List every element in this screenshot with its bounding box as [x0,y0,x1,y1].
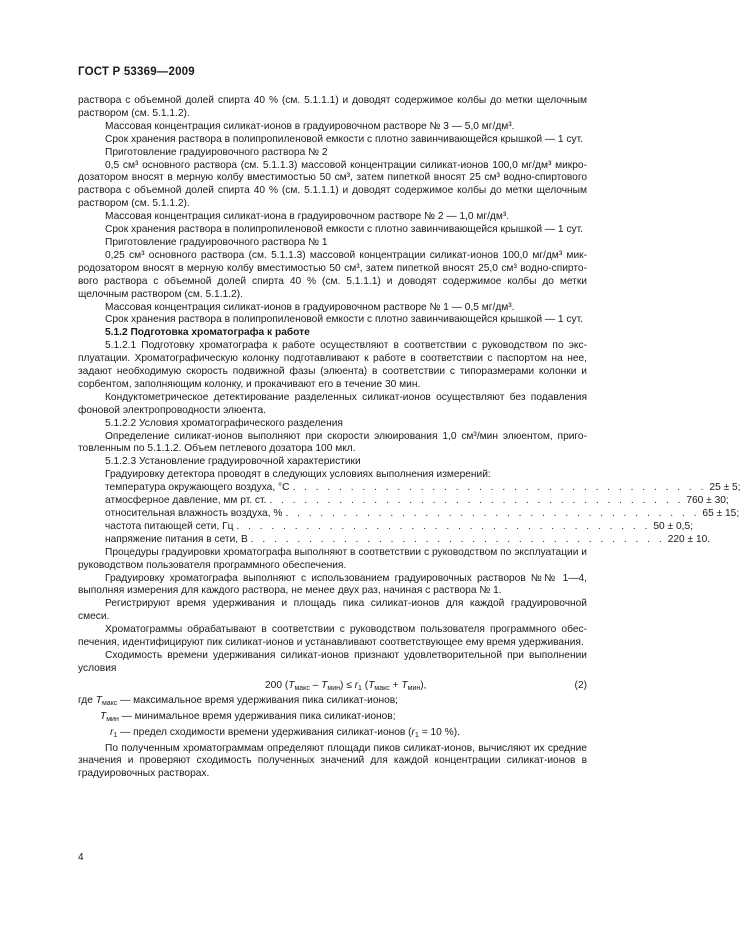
paragraph: 5.1.2.1 Подготовку хроматографа к работе осуществляют в соответствии с руководством по эксплуатации. Хроматографическую колонку подготавливают к работе в соответствии с паспортом на нее, задают необходимую скорость подвижной фазы (элюента) в соответствии с типоразмерами колонки и сорбентом, заполняющим колонку, и прокачивают его в течение 30 мин. [78,340,587,390]
paragraph: 0,25 см³ основного раствора (см. 5.1.1.3) массовой концентрации силикат-ионов 100,0 мг/дм³ микродозатором вносят в мерную колбу вместимостью 50 см³, затем пипеткой вносят 25,0 см³ водно-спиртового раствора с объемной долей спирта 40 % (см. 5.1.1.1) и доводят содержимое колбы до метки щелочным раствором (см. 5.1.1.2). [78,249,587,300]
paragraph: Регистрируют время удерживания и площадь пика силикат-ионов для каждой градуировочной смеси. [78,598,587,623]
leader-dots: . . . . . . . . . . . . . . . . . . . . . . . . . . . . . . . . . . . . [285,508,700,519]
condition-value: 220 ± 10. [667,533,711,545]
formula-definitions [78,695,587,743]
body-text [78,95,741,781]
leader-dots: . . . . . . . . . . . . . . . . . . . . . . . . . . . . . . . . . . . . [269,495,684,507]
condition-label: температура окружающего воздуха, °С [105,482,290,494]
condition-value: 760 ± 30; [686,495,729,507]
definition-line: $T_{мин}$ — минимальное время удерживания пика силикат-ионов; [100,710,396,723]
condition-row [78,482,741,495]
paragraph: раствора с объемной долей спирта 40 % (см. 5.1.1.1) и доводят содержимое колбы до метки щелочным раствором (см. 5.1.1.2). [78,95,587,119]
paragraph: Сходимость времени удерживания силикат-ионов признают удовлетворительной при выполнении условия [78,649,587,674]
paragraph: По полученным хроматограммам определяют площади пиков силикат-ионов, вычисляют их средние значения и проверяют сходимость полученных значений для каждой концентрации силикат-ионов в градуировочных растворах. [78,742,587,780]
definition-line: где $T_{макс}$ — максимальное время удерживания пика силикат-ионов; [78,694,399,707]
condition-label: напряжение питания в сети, В [105,533,248,545]
leader-dots: . . . . . . . . . . . . . . . . . . . . . . . . . . . . . . . . . . . . [236,520,651,532]
formula-2 [78,680,587,694]
subheading: Приготовление градуировочного раствора № 1 [105,236,328,248]
paragraph: Срок хранения раствора в полипропиленовой емкости с плотно завинчивающейся крышкой — 1 сут. [105,133,583,145]
paragraph: Градуировку хроматографа выполняют с использованием градуировочных растворов №№ 1—4, выполняя измерения для каждого раствора, не менее двух раз, начиная с раствора № 1. [78,572,587,597]
subheading: 5.1.2.3 Установление градуировочной характеристики [105,456,361,468]
paragraph: 0,5 см³ основного раствора (см. 5.1.1.3) массовой концентрации силикат-ионов 100,0 мг/дм³ микродозатором вносят в мерную колбу вместимостью 50 см³, затем пипеткой вносят 25 см³ водно-спиртового раствора с объемной долей спирта 40 % (см. 5.1.1.1) и доводят содержимое колбы до метки щелочным раствором (см. 5.1.1.2). [78,159,587,210]
paragraph: Срок хранения раствора в полипропиленовой емкости с плотно завинчивающейся крышкой — 1 сут. [105,224,583,236]
conditions-list [78,482,741,547]
page-header: ГОСТ Р 53369—2009 [78,66,195,78]
paragraph: Срок хранения раствора в полипропиленовой емкости с плотно завинчивающейся крышкой — 1 сут. [105,314,583,326]
subheading: 5.1.2.2 Условия хроматографического разделения [105,417,343,429]
condition-row [78,533,711,547]
condition-row [78,520,693,534]
condition-value: 65 ± 15; [702,508,740,519]
condition-label: относительная влажность воздуха, % [105,508,283,519]
page-number: 4 [78,852,84,863]
leader-dots: . . . . . . . . . . . . . . . . . . . . . . . . . . . . . . . . . . . . [250,533,665,545]
subheading: Приготовление градуировочного раствора № 2 [105,146,328,158]
formula-number: (2) [574,679,587,691]
paragraph: Кондуктометрическое детектирование разделенных силикат-ионов осуществляют без подавления фоновой электропроводности элюента. [78,391,587,416]
definition-line: $r_1$ — предел сходимости времени удерживания силикат-ионов ($r_1 = 10$ %). [110,726,460,739]
paragraph: Массовая концентрация силикат-ионов в градуировочном растворе № 3 — 5,0 мг/дм³. [105,120,515,132]
paragraph: Массовая концентрация силикат-иона в градуировочном растворе № 2 — 1,0 мг/дм³. [105,211,510,223]
condition-label: частота питающей сети, Гц [105,520,234,532]
paragraph: Градуировку детектора проводят в следующих условиях выполнения измерений: [105,469,491,481]
condition-row [78,508,740,521]
section-heading: 5.1.2 Подготовка хроматографа к работе [105,327,310,339]
paragraph: Определение силикат-ионов выполняют при скорости элюирования 1,0 см³/мин элюентом, приготовленным по 5.1.1.2. Объем петлевого дозатора 100 мкл. [78,430,587,455]
paragraph: Хроматограммы обрабатывают в соответствии с руководством пользователя программного обеспечения, идентифицируют пик силикат-ионов и устанавливают соответствующее ему время удерживания. [78,624,587,649]
paragraph: Массовая концентрация силикат-ионов в градуировочном растворе № 1 — 0,5 мг/дм³. [105,301,515,313]
condition-label: атмосферное давление, мм рт. ст. [105,495,267,507]
condition-row [78,495,729,508]
condition-value: 25 ± 5; [709,482,741,494]
leader-dots: . . . . . . . . . . . . . . . . . . . . . . . . . . . . . . . . . . . . [292,482,707,494]
paragraph: Процедуры градуировки хроматографа выполняют в соответствии с руководством по эксплуатации и руководством пользователя программного обеспечения. [78,546,587,571]
condition-value: 50 ± 0,5; [653,520,693,532]
formula-expression: 200 $(T_{макс} - T_{мин}) \le r_1$ $(T_{макс} + T_{мин})$, [265,679,427,692]
